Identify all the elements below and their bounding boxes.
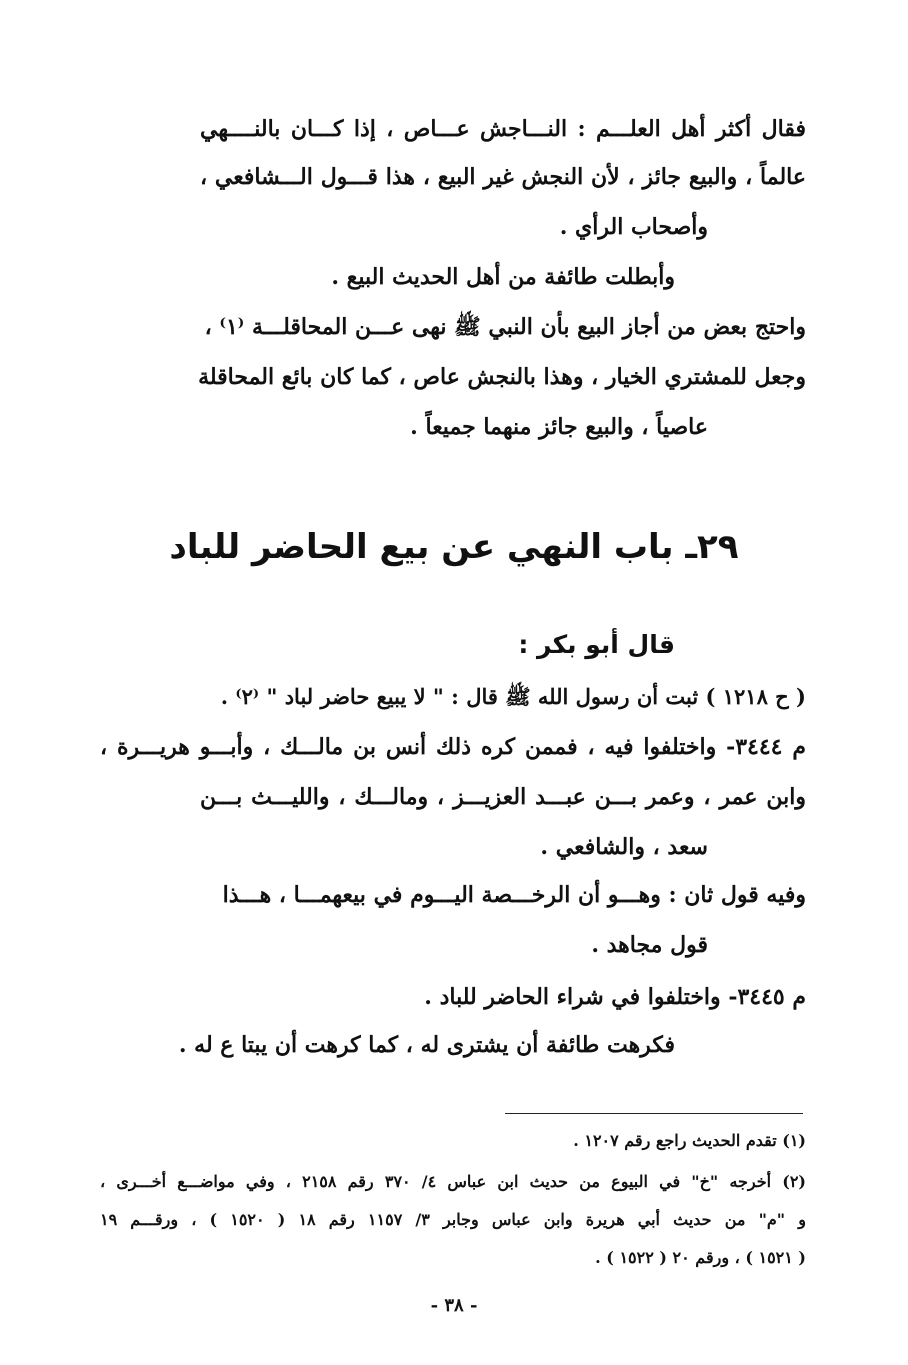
paragraph-line: وابن عمر ، وعمر بـــن عبـــد العزيـــز ، ومالـــك ، والليـــث بـــن xyxy=(200,784,806,810)
paragraph-line: وأبطلت طائفة من أهل الحديث البيع . xyxy=(331,264,675,290)
paragraph-line: واحتج بعض من أجاز البيع بأن النبي ﷺ نهى عـــن المحاقلـــة ⁽١⁾ ، xyxy=(204,314,806,340)
paragraph-line: م ٣٤٤٥- واختلفوا في شراء الحاضر للباد . xyxy=(424,984,806,1010)
author-line: قال أبو بكر : xyxy=(518,630,675,659)
footnote-2-cont: و "م" من حديث أبي هريرة وابن عباس وجابر ٣/ ١١٥٧ رقم ١٨ ( ١٥٢٠ ) ، ورقـــم ١٩ xyxy=(100,1210,806,1229)
paragraph-line: م ٣٤٤٤- واختلفوا فيه ، فممن كره ذلك أنس بن مالـــك ، وأبـــو هريـــرة ، xyxy=(100,734,807,760)
paragraph-line: سعد ، والشافعي . xyxy=(540,834,708,860)
paragraph-line: وأصحاب الرأي . xyxy=(559,214,708,240)
paragraph-line: فكرهت طائفة أن يشترى له ، كما كرهت أن يبتا ع له . xyxy=(178,1032,675,1058)
chapter-heading: ٢٩ـ باب النهي عن بيع الحاضر للباد xyxy=(169,527,739,567)
hadith-line: ( ح ١٢١٨ ) ثبت أن رسول الله ﷺ قال : " لا يبيع حاضر لباد " ⁽٢⁾ . xyxy=(220,684,806,709)
page-number: - ٣٨ - xyxy=(430,1295,478,1316)
paragraph-line: فقال أكثر أهل العلـــم : النـــاجش عـــاص ، إذا كـــان بالنــــهي xyxy=(200,116,806,142)
paragraph-line: وفيه قول ثان : وهـــو أن الرخـــصة اليـــوم في بيعهمـــا ، هـــذا xyxy=(222,882,806,908)
paragraph-line: عاصياً ، والبيع جائز منهما جميعاً . xyxy=(410,414,708,440)
footnote-divider xyxy=(505,1113,803,1114)
footnote-2: (٢) أخرجه "خ" في البيوع من حديث ابن عباس ٤/ ٣٧٠ رقم ٢١٥٨ ، وفي مواضـــع أخـــرى ، xyxy=(100,1172,806,1191)
paragraph-line: وجعل للمشتري الخيار ، وهذا بالنجش عاص ، كما كان بائع المحاقلة xyxy=(198,364,806,390)
paragraph-line: قول مجاهد . xyxy=(591,932,708,958)
paragraph-line: عالماً ، والبيع جائز ، لأن النجش غير البيع ، هذا قـــول الـــشافعي ، xyxy=(200,164,806,190)
footnote-1: (١) تقدم الحديث راجع رقم ١٢٠٧ . xyxy=(573,1131,806,1150)
footnote-2-cont: ( ١٥٢١ ) ، ورقم ٢٠ ( ١٥٢٢ ) . xyxy=(595,1248,806,1267)
